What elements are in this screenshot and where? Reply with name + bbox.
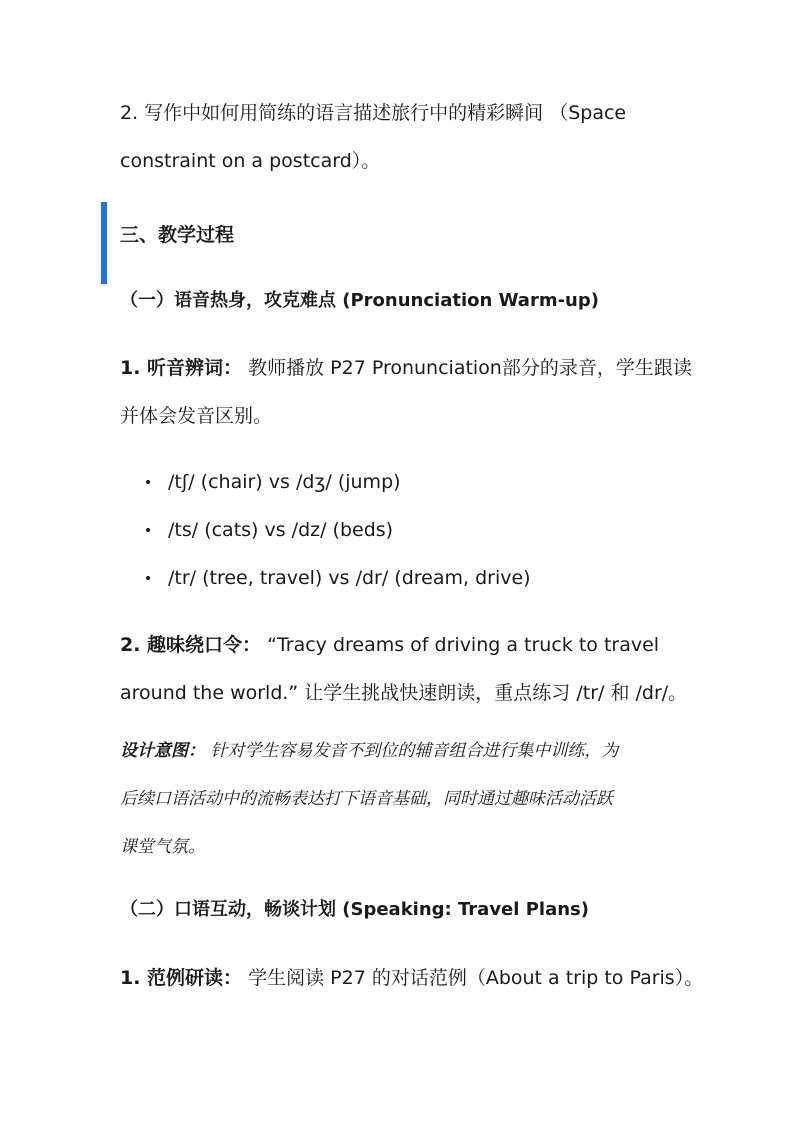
- part-1-step-2-line-1: [120, 632, 659, 658]
- part-2-step-1-text: 学生阅读 P27 的对话范例（About a trip to Paris）。: [248, 967, 704, 989]
- part-2-step-1-line-1: [120, 965, 703, 991]
- part-1-step-1-line-1: [120, 355, 692, 381]
- bullet-dot-1: •: [144, 475, 153, 491]
- bullet-item-3: /tr/ (tree, travel) vs /dr/ (dream, drive): [168, 567, 531, 589]
- part-1-title: （一）语音热身，攻克难点 (Pronunciation Warm-up): [120, 290, 599, 311]
- part-1-step-2-label: 2. 趣味绕口令：: [120, 634, 262, 656]
- section-title: 三、教学过程: [120, 224, 235, 246]
- part-2-step-1-label: 1. 范例研读：: [120, 967, 243, 989]
- design-intent-line-1: [120, 738, 618, 764]
- bullet-item-2: /ts/ (cats) vs /dz/ (beds): [168, 519, 394, 541]
- part-1-step-2-text-1: “Tracy dreams of driving a truck to travel: [267, 634, 660, 656]
- design-intent-label: 设计意图：: [120, 741, 205, 761]
- part-2-title: （二）口语互动，畅谈计划 (Speaking: Travel Plans): [120, 899, 589, 920]
- design-intent-line-2: 后续口语活动中的流畅表达打下语音基础，同时通过趣味活动活跃: [120, 789, 613, 809]
- part-1-step-1-text-1: 教师播放 P27 Pronunciation部分的录音，学生跟读: [248, 357, 692, 379]
- part-1-step-2-line-2: around the world.” 让学生挑战快速朗读，重点练习 /tr/ 和 /dr/。: [120, 682, 688, 704]
- part-1-step-1-line-2: 并体会发音区别。: [120, 405, 273, 427]
- bullet-dot-3: •: [144, 571, 153, 587]
- bullet-item-1: /tʃ/ (chair) vs /dʒ/ (jump): [168, 471, 401, 493]
- section-accent-bar: [101, 202, 107, 284]
- design-intent-line-3: 课堂气氛。: [120, 837, 205, 857]
- design-intent-text-1: 针对学生容易发音不到位的辅音组合进行集中训练，为: [210, 741, 619, 761]
- objective-item-2-line-1: 2. 写作中如何用简练的语言描述旅行中的精彩瞬间 （Space: [120, 102, 627, 124]
- objective-item-2-line-2: constraint on a postcard）。: [120, 150, 381, 172]
- part-1-step-1-label: 1. 听音辨词：: [120, 357, 243, 379]
- bullet-dot-2: •: [144, 523, 153, 539]
